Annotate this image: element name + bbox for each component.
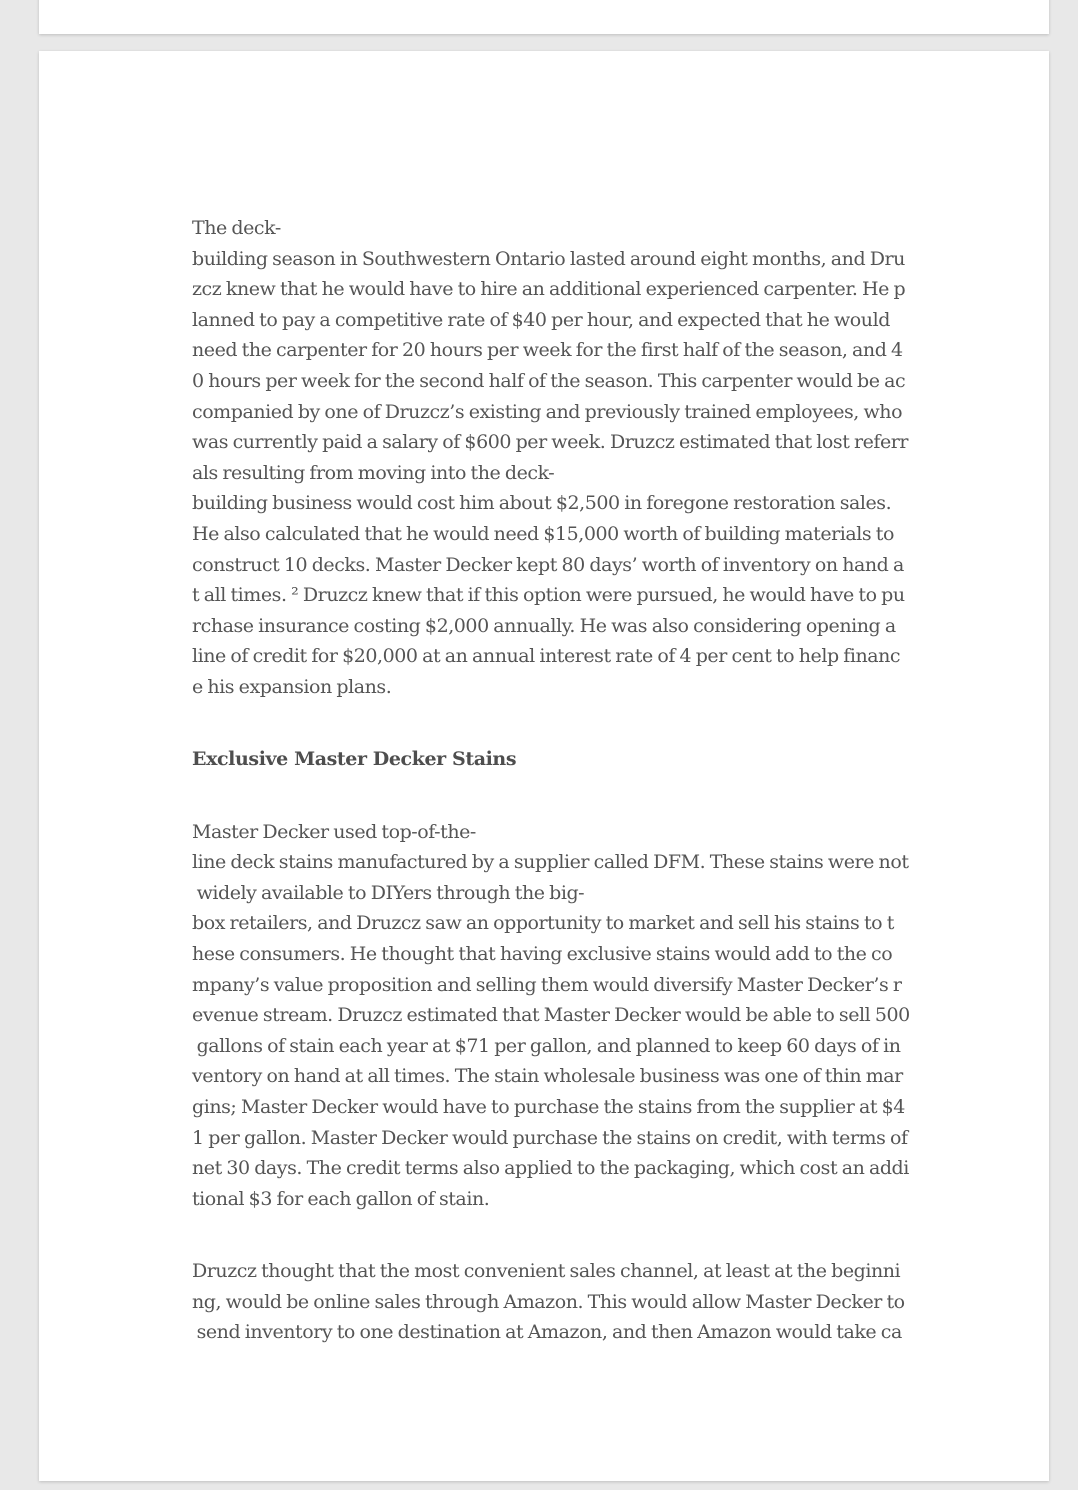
text-line: rchase insurance costing $2,000 annually. He was also considering opening a [192,614,896,637]
text-line: The deck- [192,217,281,239]
paragraph-gap [192,775,912,817]
text-line: Druzcz thought that the most convenient sales channel, at least at the beginni [192,1260,901,1283]
text-line: evenue stream. Druzcz estimated that Master Decker would be able to sell 500 [192,1004,910,1027]
paragraph-deck-building [192,213,912,703]
text-line: companied by one of Druzcz’s existing and previously trained employees, who [192,400,903,423]
paragraph-sales-channel [192,1256,912,1348]
text-line: widely available to DIYers through the big- [192,881,585,904]
text-line: zcz knew that he would have to hire an additional experienced carpenter. He p [192,278,906,301]
text-line: mpany’s value proposition and selling them would diversify Master Decker’s r [192,973,902,996]
text-line: line deck stains manufactured by a supplier called DFM. These stains were not [192,851,909,874]
text-line: ventory on hand at all times. The stain wholesale business was one of thin mar [192,1065,903,1088]
text-line: line of credit for $20,000 at an annual interest rate of 4 per cent to help financ [192,645,901,668]
text-line: 1 per gallon. Master Decker would purchase the stains on credit, with terms of [192,1126,908,1149]
text-line: Master Decker used top-of-the- [192,820,476,843]
paragraph-gap [192,703,912,745]
text-line: hese consumers. He thought that having exclusive stains would add to the co [192,943,893,966]
text-line: gins; Master Decker would have to purchase the stains from the supplier at $4 [192,1096,905,1119]
text-line: send inventory to one destination at Amazon, and then Amazon would take ca [192,1321,902,1344]
text-line: als resulting from moving into the deck- [192,461,555,484]
text-line: box retailers, and Druzcz saw an opportunity to market and sell his stains to t [192,912,894,935]
text-line: t all times. ² Druzcz knew that if this option were pursued, he would have to pu [192,584,905,607]
text-line: was currently paid a salary of $600 per week. Druzcz estimated that lost referr [192,431,909,454]
section-heading: Exclusive Master Decker Stains [192,748,517,771]
text-line: building business would cost him about $2,500 in foregone restoration sales. [192,492,892,515]
paragraph-stains [192,817,912,1215]
document-page [39,51,1049,1481]
text-line: building season in Southwestern Ontario lasted around eight months, and Dru [192,247,905,270]
text-line: e his expansion plans. [192,675,392,698]
text-line: He also calculated that he would need $15,000 worth of building materials to [192,522,894,545]
text-line: gallons of stain each year at $71 per gallon, and planned to keep 60 days of in [192,1034,901,1057]
text-line: net 30 days. The credit terms also applied to the packaging, which cost an addi [192,1157,909,1180]
text-line: 0 hours per week for the second half of the season. This carpenter would be ac [192,369,906,392]
text-line: need the carpenter for 20 hours per week for the first half of the season, and 4 [192,339,903,362]
text-line: ng, would be online sales through Amazon. This would allow Master Decker to [192,1290,905,1313]
paragraph-gap [192,1214,912,1256]
text-line: tional $3 for each gallon of stain. [192,1187,490,1210]
text-line: construct 10 decks. Master Decker kept 80 days’ worth of inventory on hand a [192,553,904,576]
previous-page [39,0,1049,34]
text-line: lanned to pay a competitive rate of $40 per hour, and expected that he would [192,308,890,331]
page-content [192,213,912,1348]
